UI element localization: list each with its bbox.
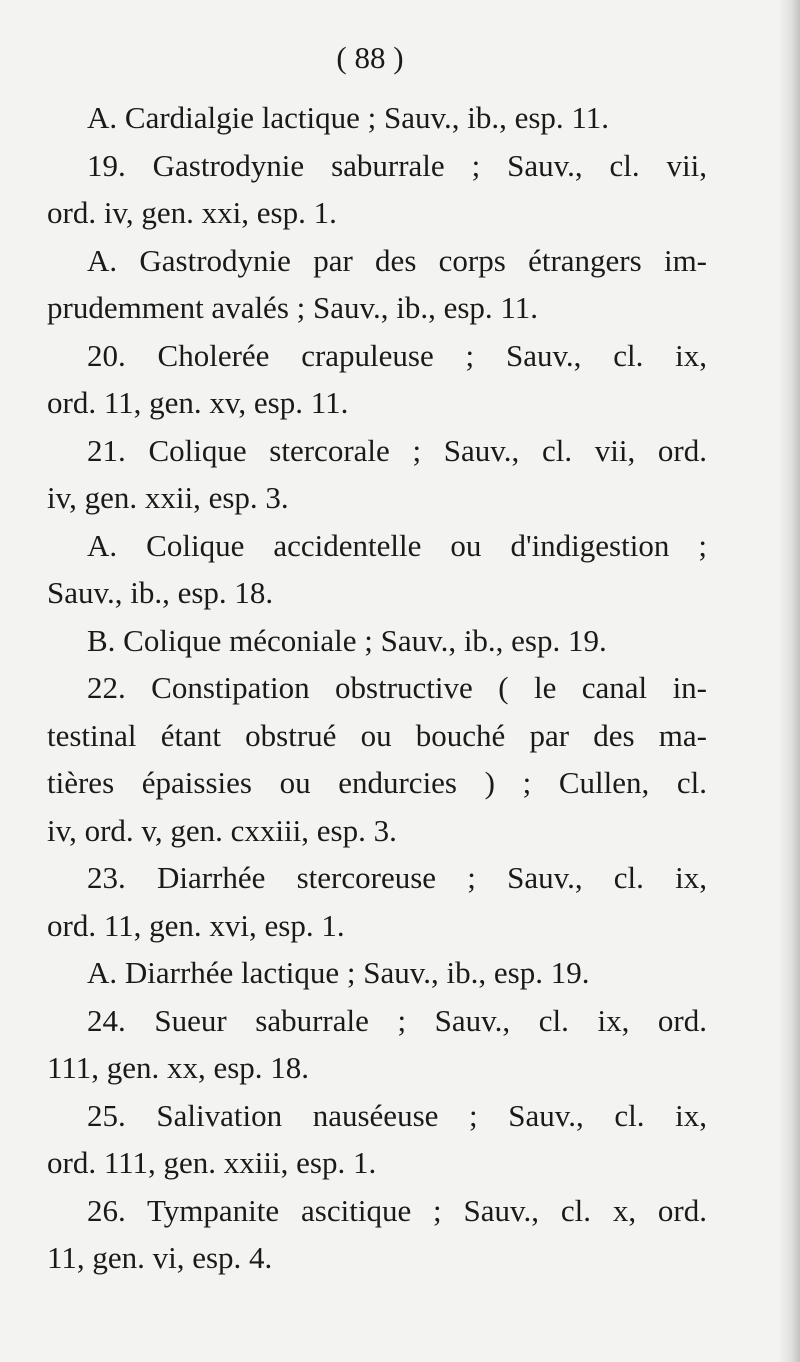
entry-line: ord. 11, gen. xv, esp. 11. <box>47 385 349 420</box>
entry-line: A. Colique accidentelle ou d'indigestion ; <box>87 527 707 563</box>
entry-line: B. Colique méconiale ; Sauv., ib., esp. 19. <box>87 622 607 658</box>
entry-line: ord. iv, gen. xxi, esp. 1. <box>47 195 337 230</box>
entry-25 <box>47 1092 707 1187</box>
entry-a-cardialgie <box>47 94 707 142</box>
entry-24 <box>47 997 707 1092</box>
entry-line: iv, gen. xxii, esp. 3. <box>47 480 289 515</box>
entry-line: testinal étant obstrué ou bouché par des ma- <box>47 717 707 753</box>
entry-line: A. Diarrhée lactique ; Sauv., ib., esp. 19. <box>87 955 590 990</box>
page-body <box>47 94 707 1282</box>
entry-a-gastrodynie <box>47 237 707 332</box>
entry-26 <box>47 1187 707 1282</box>
entry-line: tières épaissies ou endurcies ) ; Cullen, cl. <box>47 765 707 800</box>
entry-21 <box>47 427 707 522</box>
entry-22 <box>47 664 707 854</box>
entry-19 <box>47 142 707 237</box>
entry-line: 19. Gastrodynie saburrale ; Sauv., cl. vii, <box>87 147 707 183</box>
page-edge-shadow <box>778 0 800 1362</box>
entry-line: 24. Sueur saburrale ; Sauv., cl. ix, ord. <box>87 1002 707 1038</box>
entry-23 <box>47 854 707 949</box>
entry-line: 23. Diarrhée stercoreuse ; Sauv., cl. ix, <box>87 860 707 895</box>
entry-line: A. Cardialgie lactique ; Sauv., ib., esp. 11. <box>87 100 610 135</box>
entry-a-diarrhee <box>47 949 707 997</box>
entry-b-colique <box>47 617 707 665</box>
entry-line: Sauv., ib., esp. 18. <box>47 575 274 610</box>
entry-line: iv, ord. v, gen. cxxiii, esp. 3. <box>47 812 397 848</box>
entry-line: 22. Constipation obstructive ( le canal in- <box>87 670 707 705</box>
entry-line: ord. 111, gen. xxiii, esp. 1. <box>47 1145 377 1180</box>
page-number: ( 88 ) <box>336 40 404 75</box>
entry-line: ord. 11, gen. xvi, esp. 1. <box>47 907 345 943</box>
entry-20 <box>47 332 707 427</box>
entry-line: 26. Tympanite ascitique ; Sauv., cl. x, ord. <box>87 1192 707 1228</box>
entry-a-colique <box>47 522 707 617</box>
entry-line: 111, gen. xx, esp. 18. <box>47 1050 310 1085</box>
entry-line: 25. Salivation nauséeuse ; Sauv., cl. ix, <box>87 1097 707 1133</box>
entry-line: A. Gastrodynie par des corps étrangers im- <box>87 242 707 278</box>
entry-line: 11, gen. vi, esp. 4. <box>47 1240 273 1275</box>
entry-line: 21. Colique stercorale ; Sauv., cl. vii, ord. <box>87 432 707 468</box>
entry-line: prudemment avalés ; Sauv., ib., esp. 11. <box>47 290 539 325</box>
entry-line: 20. Cholerée crapuleuse ; Sauv., cl. ix, <box>87 337 707 373</box>
